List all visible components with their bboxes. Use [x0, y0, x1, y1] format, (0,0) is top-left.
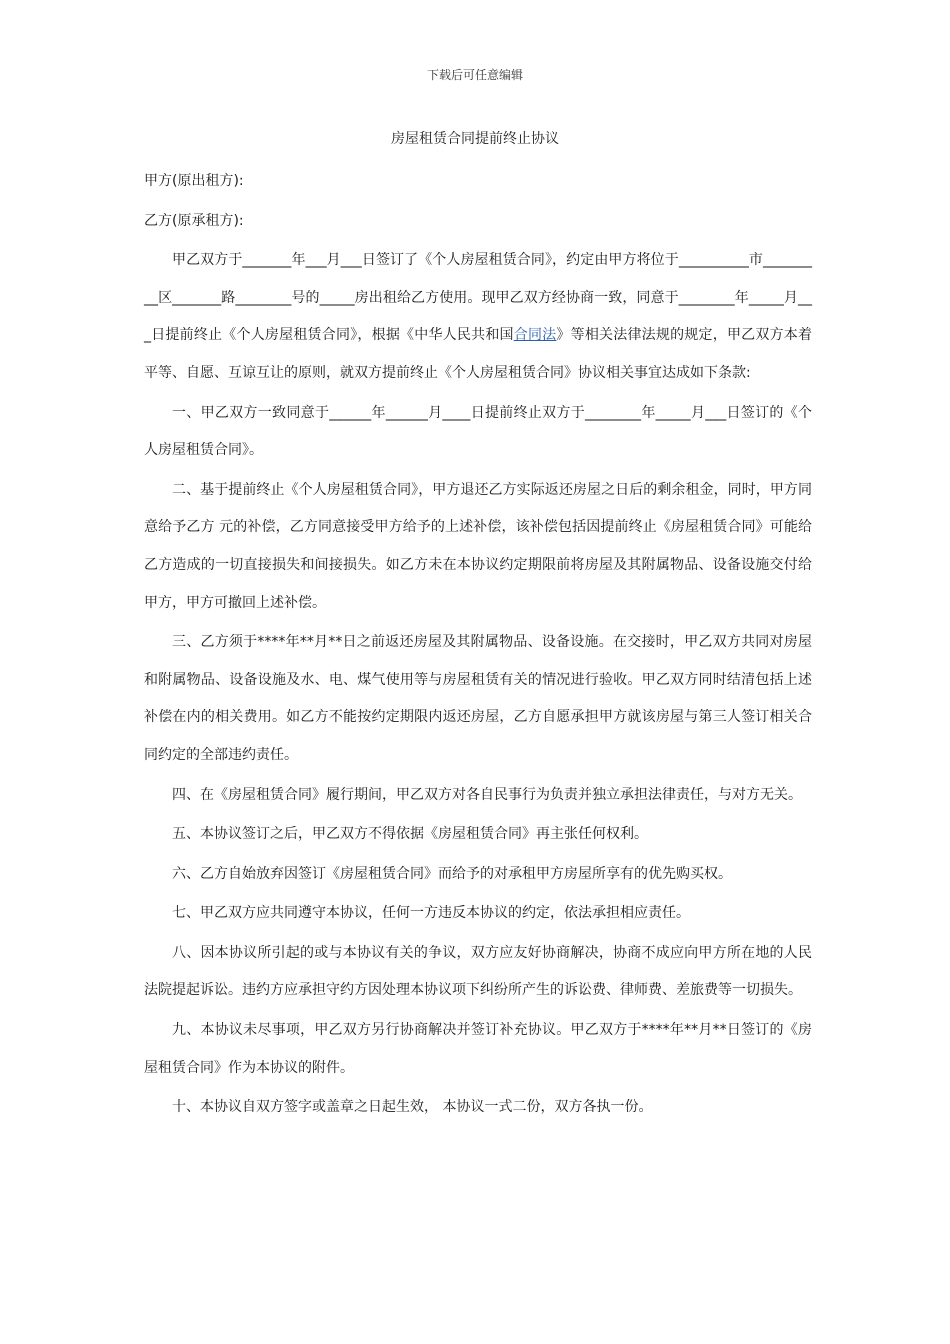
clause-9: 九、本协议未尽事项，甲乙双方另行协商解决并签订补充协议。甲乙双方于****年**月**日签订的《房屋租赁合同》作为本协议的附件。 [144, 1022, 812, 1076]
clause-1: 一、甲乙双方一致同意于______年______月____日提前终止双方于________年_____月___日签订的《个人房屋租赁合同》。 [144, 404, 812, 459]
party-b-line: 乙方(原承租方): [144, 212, 244, 229]
header-note: 下载后可任意编辑 [426, 68, 523, 82]
clause-7: 七、甲乙双方应共同遵守本协议，任何一方违反本协议的约定，依法承担相应责任。 [172, 905, 690, 922]
clause-8: 八、因本协议所引起的或与本协议有关的争议，双方应友好协商解决，协商不成应向甲方所在地的人民法院提起诉讼。违约方应承担守约方因处理本协议项下纠纷所产生的诉讼费、律师费、差旅费等一切损失。 [144, 944, 812, 999]
clause-3: 三、乙方须于****年**月**日之前返还房屋及其附属物品、设备设施。在交接时，甲乙双方共同对房屋和附属物品、设备设施及水、电、煤气使用等与房屋租赁有关的情况进行验收。甲乙双方同时结清包括上述补偿在内的相关费用。如乙方不能按约定期限内返还房屋，乙方自愿承担甲方就该房屋与第三人签订相关合同约定的全部违约责任。 [144, 634, 812, 763]
document-body [144, 163, 812, 1129]
party-a-line: 甲方(原出租方): [144, 173, 244, 189]
clause-6: 六、乙方自始放弃因签订《房屋租赁合同》而给予的对承租甲方房屋所享有的优先购买权。 [172, 865, 732, 882]
clause-2: 二、基于提前终止《个人房屋租赁合同》，甲方退还乙方实际返还房屋之日后的剩余租金，同时，甲方同意给予乙方 元的补偿，乙方同意接受甲方给予的上述补偿，该补偿包括因提前终止《房屋租赁合同》可能给乙方造成的一切直接损失和间接损失。如乙方未在本协议约定期限前将房屋及其附属物品、设备设施交付给甲方，甲方可撤回上述补偿。 [144, 481, 812, 611]
contract-law-link[interactable]: 合同法 [513, 327, 557, 344]
intro-text-before: 甲乙双方于_______年___月___日签订了《个人房屋租赁合同》，约定由甲方将位于__________市_________区_______路________号的_____房出租给乙方使用。现甲乙双方经协商一致，同意于________年_____月___日提前终止《个人房屋租赁合同》，根据《中华人民共和国 [144, 252, 812, 344]
clause-10: 十、本协议自双方签字或盖章之日起生效， 本协议一式二份，双方各执一份。 [172, 1099, 653, 1116]
intro-paragraph [144, 242, 812, 392]
intro-text-after: 》等相关法律法规的规定，甲乙双方本着平等、自愿、互谅互让的原则，就双方提前终止《个人房屋租赁合同》协议相关事宜达成如下条款: [144, 327, 813, 381]
clause-4: 四、在《房屋租赁合同》履行期间，甲乙双方对各自民事行为负责并独立承担法律责任，与对方无关。 [172, 786, 802, 803]
document-title: 房屋租赁合同提前终止协议 [391, 131, 559, 147]
clause-5: 五、本协议签订之后，甲乙双方不得依据《房屋租赁合同》再主张任何权利。 [172, 826, 648, 843]
